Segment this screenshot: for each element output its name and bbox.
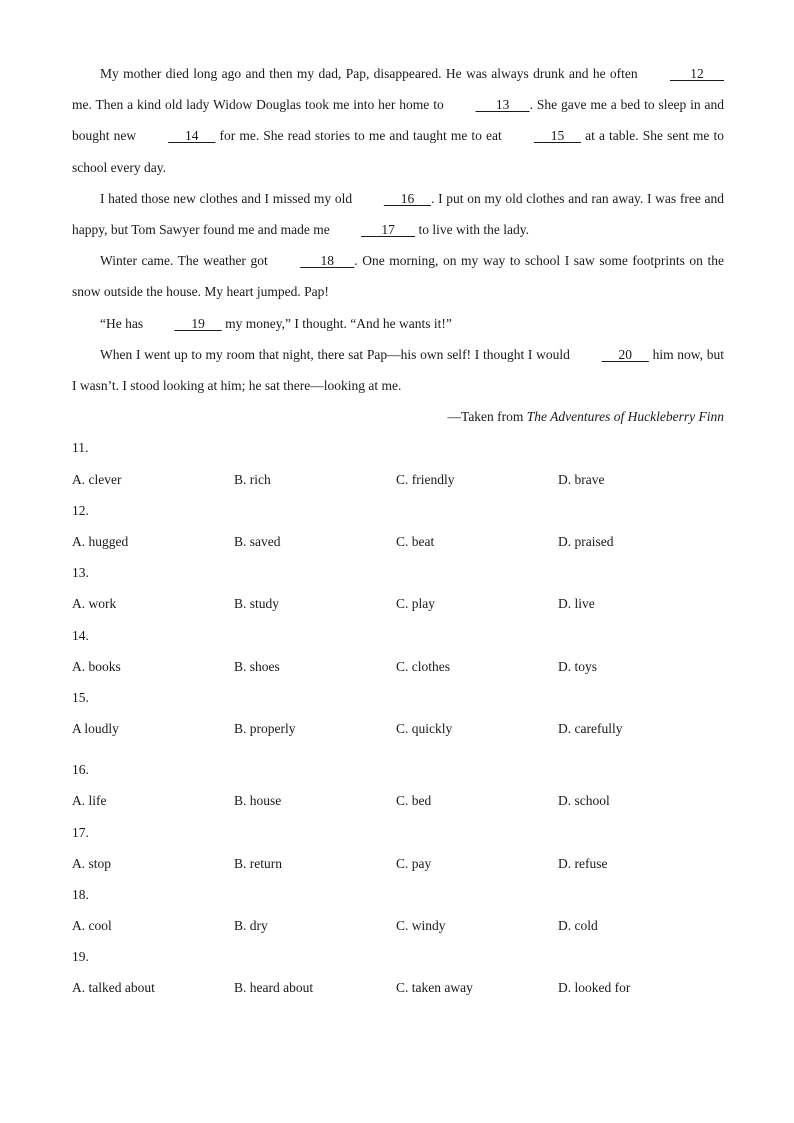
option-row: [72, 785, 724, 816]
question-number: 15.: [72, 689, 89, 705]
passage-text: for me. She read stories to me and taught me to eat: [215, 128, 506, 144]
option-a[interactable]: A. cool: [72, 918, 112, 934]
blank-15: 15: [533, 128, 582, 144]
blank-16: 16: [383, 190, 432, 206]
option-a[interactable]: A loudly: [72, 721, 119, 737]
option-row: [72, 651, 724, 682]
blank-19: 19: [174, 315, 222, 331]
passage-text: at a table. She sent me to school every day.: [72, 128, 724, 175]
passage-paragraph-2: [72, 183, 724, 245]
question-number: 12.: [72, 502, 89, 518]
passage-text: When I went up to my room that night, there sat Pap—his own self! I thought I would: [100, 346, 574, 362]
option-c[interactable]: C. beat: [396, 534, 435, 549]
passage-text: My mother died long ago and then my dad, Pap, disappeared. He was always drunk and he often: [100, 66, 642, 81]
option-c[interactable]: C. pay: [396, 855, 432, 871]
question-number: 18.: [72, 886, 89, 902]
option-c[interactable]: C. bed: [396, 793, 432, 809]
option-row: [72, 588, 724, 619]
option-row: [72, 526, 724, 557]
option-b[interactable]: B. study: [234, 596, 280, 612]
question-number: 14.: [72, 627, 89, 643]
passage-text: to live with the lady.: [415, 222, 529, 238]
option-b[interactable]: B. saved: [234, 534, 281, 549]
option-b[interactable]: B. shoes: [234, 658, 280, 674]
option-d[interactable]: D. refuse: [558, 855, 608, 871]
option-c[interactable]: C. quickly: [396, 721, 453, 737]
passage-text: I hated those new clothes and I missed my old: [100, 190, 356, 206]
option-d[interactable]: D. praised: [558, 534, 614, 549]
blank-13: 13: [475, 97, 530, 113]
worksheet-page: [72, 58, 724, 1004]
option-d[interactable]: D. brave: [558, 471, 605, 487]
passage-text: . One morning, on my way to school I saw some footprints on the snow outside the house. My heart jumped. Pap!: [72, 253, 724, 300]
option-b[interactable]: B. rich: [234, 471, 271, 487]
option-row: [72, 972, 724, 1003]
option-d[interactable]: D. looked for: [558, 980, 631, 996]
option-b[interactable]: B. properly: [234, 721, 296, 737]
option-d[interactable]: D. live: [558, 596, 595, 612]
passage-text: him now, but I wasn’t. I stood looking at him; he sat there—looking at me.: [72, 346, 724, 394]
question-number: 19.: [72, 949, 89, 965]
blank-18: 18: [300, 253, 355, 269]
passage-text: “He has: [100, 315, 147, 331]
passage-text: me. Then a kind old lady Widow Douglas took me into her home to: [72, 97, 448, 113]
option-c[interactable]: C. clothes: [396, 658, 450, 674]
question-number: 17.: [72, 824, 89, 840]
option-d[interactable]: D. toys: [558, 658, 598, 674]
option-b[interactable]: B. return: [234, 855, 282, 871]
blank-14: 14: [168, 128, 216, 144]
option-d[interactable]: D. cold: [558, 918, 598, 934]
option-row: [72, 848, 724, 879]
passage-paragraph-4: [72, 308, 724, 339]
option-row: [72, 910, 724, 941]
option-row: [72, 713, 724, 754]
passage-text: . I put on my old clothes and ran away. I was free and happy, but Tom Sawyer found me and made me: [72, 190, 725, 238]
option-b[interactable]: B. house: [234, 793, 282, 809]
passage-text: . She gave me a bed to sleep in and bought new: [72, 97, 724, 144]
option-a[interactable]: A. hugged: [72, 534, 129, 549]
option-a[interactable]: A. talked about: [72, 980, 155, 996]
question-list: [72, 432, 724, 1003]
option-c[interactable]: C. taken away: [396, 980, 473, 996]
question-number: 13.: [72, 565, 89, 581]
source-title: The Adventures of Huckleberry Finn: [526, 409, 724, 425]
option-b[interactable]: B. dry: [234, 918, 268, 934]
option-a[interactable]: A. work: [72, 596, 117, 612]
passage-paragraph-3: [72, 245, 724, 307]
blank-20: 20: [601, 346, 649, 362]
passage-paragraph-1: [72, 58, 724, 183]
option-a[interactable]: A. clever: [72, 471, 122, 487]
option-a[interactable]: A. life: [72, 793, 107, 809]
option-c[interactable]: C. friendly: [396, 471, 455, 487]
passage-text: Winter came. The weather got: [100, 253, 273, 269]
option-c[interactable]: C. play: [396, 596, 435, 612]
passage-paragraph-5: [72, 339, 724, 401]
option-a[interactable]: A. books: [72, 658, 121, 674]
option-a[interactable]: A. stop: [72, 855, 112, 871]
option-d[interactable]: D. carefully: [558, 721, 623, 737]
blank-12: 12: [670, 66, 724, 81]
blank-17: 17: [361, 222, 416, 238]
option-row: [72, 464, 724, 495]
passage-source: [72, 401, 724, 432]
option-c[interactable]: C. windy: [396, 918, 446, 934]
option-d[interactable]: D. school: [558, 793, 610, 809]
option-b[interactable]: B. heard about: [234, 980, 314, 996]
question-number: 11.: [72, 440, 89, 456]
passage-text: my money,” I thought. “And he wants it!”: [221, 315, 452, 331]
source-prefix: —Taken from: [447, 409, 527, 425]
question-number: 16.: [72, 762, 89, 778]
